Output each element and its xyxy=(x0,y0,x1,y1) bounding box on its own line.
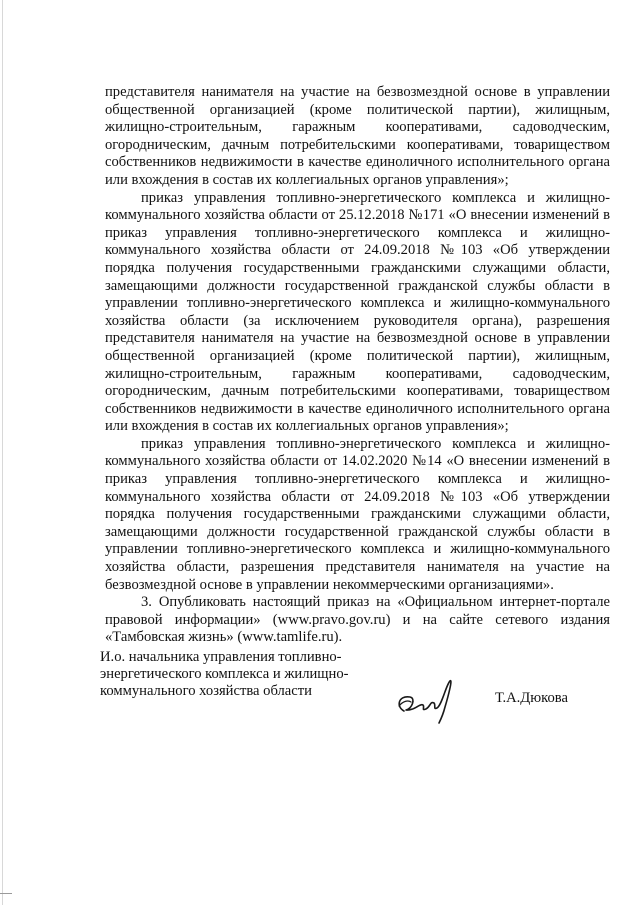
signatory-name: Т.А.Дюкова xyxy=(495,690,568,706)
scan-mark xyxy=(0,893,12,894)
document-body xyxy=(105,84,610,647)
handwritten-signature-icon xyxy=(390,677,460,725)
paragraph-2: приказ управления топливно-энергетического комплекса и жилищно-коммунального хозяйства области от 25.12.2018 №171 «О внесении изменений в приказ управления топливно-энергетического комплекса и жилищно-коммунального хозяйства области от 24.09.2018 №103 «Об утверждении порядка получения государственными гражданскими служащими области, замещающими должности государственной гражданской службы области в управлении топливно-энергетического комплекса и жилищно-коммунального хозяйства области (за исключением руководителя органа), разрешения представителя нанимателя на участие на безвозмездной основе в управлении общественной организацией (кроме политической партии), жилищным, жилищно-строительным, гаражным кооперативами, садоводческим, огородническим, дачным потребительскими кооперативами, товариществом собственников недвижимости в качестве единоличного исполнительного органа или вхождения в состав их коллегиальных органов управления»; xyxy=(105,189,610,435)
signature-block xyxy=(100,649,620,729)
paragraph-1: представителя нанимателя на участие на безвозмездной основе в управлении общественной организацией (кроме политической партии), жилищным, жилищно-строительным, гаражным кооперативами, садоводческим, огородническим, дачным потребительскими кооперативами, товариществом собственников недвижимости в качестве единоличного исполнительного органа или вхождения в состав их коллегиальных органов управления»; xyxy=(105,84,610,188)
paragraph-4: 3. Опубликовать настоящий приказ на «Официальном интернет-портале правовой информации» (www.pravo.gov.ru) и на сайте сетевого издания «Тамбовская жизнь» (www.tamlife.ru). xyxy=(105,594,610,646)
paragraph-3: приказ управления топливно-энергетического комплекса и жилищно-коммунального хозяйства области от 14.02.2020 №14 «О внесении изменений в приказ управления топливно-энергетического комплекса и жилищно-коммунального хозяйства области от 24.09.2018 №103 «Об утверждении порядка получения государственными гражданскими служащими области, замещающими должности государственной гражданской службы области в управлении топливно-энергетического комплекса и жилищно-коммунального хозяйства области, разрешения представителя нанимателя на участие на безвозмездной основе в управлении некоммерческими организациями». xyxy=(105,435,610,593)
signatory-title: И.о. начальника управления топливно- энергетического комплекса и жилищно- коммунального хозяйства области xyxy=(100,649,349,699)
scan-edge-line xyxy=(2,0,3,905)
